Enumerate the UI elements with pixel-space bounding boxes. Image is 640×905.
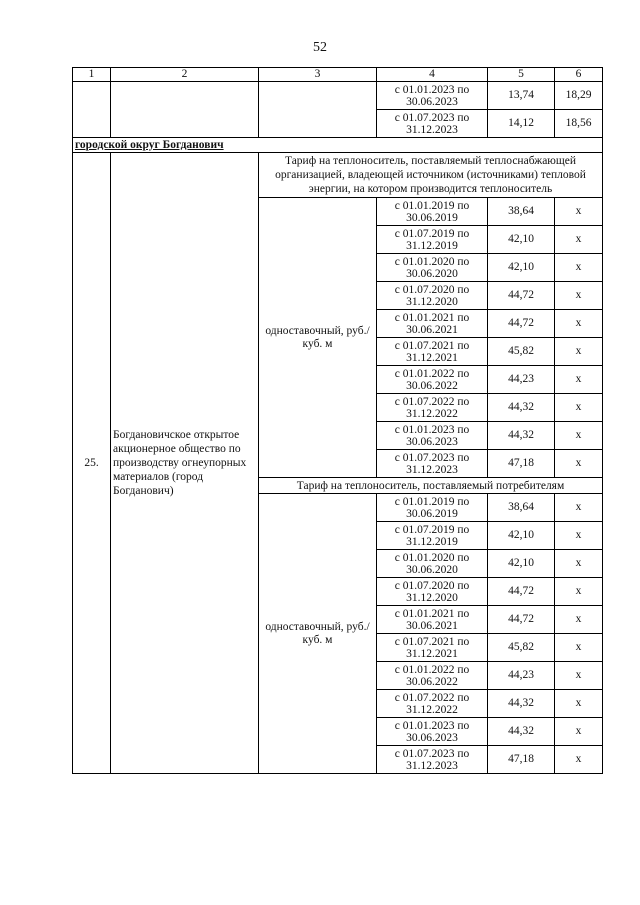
tariff-value-vat-cell: x	[555, 494, 603, 522]
empty-organization-cell	[111, 82, 259, 138]
tariff-value-cell: 44,72	[488, 310, 555, 338]
unit-cell: одноставочный, руб./куб. м	[259, 198, 377, 478]
empty-number-cell	[73, 82, 111, 138]
tariff-value-cell: 44,72	[488, 606, 555, 634]
column-number: 4	[377, 68, 488, 82]
tariff-value-cell: 44,23	[488, 662, 555, 690]
tariff-value-vat-cell: x	[555, 578, 603, 606]
entry-number: 25.	[73, 153, 111, 774]
period-cell: с 01.01.2023 по 30.06.2023	[377, 82, 488, 110]
tariff-value-vat-cell: x	[555, 522, 603, 550]
tariff-value-cell: 42,10	[488, 522, 555, 550]
period-cell: с 01.07.2021 по 31.12.2021	[377, 338, 488, 366]
table-row	[73, 82, 603, 110]
tariff-value-cell: 44,32	[488, 690, 555, 718]
period-cell: с 01.07.2023 по 31.12.2023	[377, 746, 488, 774]
period-cell: с 01.01.2023 по 30.06.2023	[377, 422, 488, 450]
period-cell: с 01.07.2023 по 31.12.2023	[377, 450, 488, 478]
tariff-value-cell: 44,32	[488, 422, 555, 450]
tariff-value-cell: 42,10	[488, 550, 555, 578]
tariff-value-cell: 47,18	[488, 746, 555, 774]
period-cell: с 01.01.2021 по 30.06.2021	[377, 606, 488, 634]
tariff-value-cell: 44,72	[488, 282, 555, 310]
page-number: 52	[313, 40, 327, 55]
tariff-value-vat-cell: x	[555, 606, 603, 634]
empty-unit-cell	[259, 82, 377, 138]
tariff-value-vat-cell: x	[555, 662, 603, 690]
tariff-value-cell: 45,82	[488, 338, 555, 366]
tariff-table	[72, 67, 603, 774]
tariff-value-vat-cell: x	[555, 338, 603, 366]
tariff-value-vat-cell: x	[555, 718, 603, 746]
tariff-value-vat-cell: x	[555, 634, 603, 662]
organization-name: Богдановичское открытое акционерное общество по производству огнеупорных материалов (город Богданович)	[111, 153, 259, 774]
tariff-value-cell: 44,23	[488, 366, 555, 394]
period-cell: с 01.07.2019 по 31.12.2019	[377, 522, 488, 550]
tariff-value-cell: 44,32	[488, 718, 555, 746]
period-cell: с 01.01.2022 по 30.06.2022	[377, 366, 488, 394]
tariff-value-cell: 42,10	[488, 254, 555, 282]
group-title-row	[73, 153, 603, 198]
tariff-value-cell: 47,18	[488, 450, 555, 478]
tariff-value-cell: 14,12	[488, 110, 555, 138]
unit-cell: одноставочный, руб./куб. м	[259, 494, 377, 774]
column-number-row	[73, 68, 603, 82]
column-number: 2	[111, 68, 259, 82]
tariff-value-vat-cell: 18,29	[555, 82, 603, 110]
period-cell: с 01.07.2023 по 31.12.2023	[377, 110, 488, 138]
tariff-value-cell: 38,64	[488, 494, 555, 522]
period-cell: с 01.07.2021 по 31.12.2021	[377, 634, 488, 662]
tariff-value-cell: 42,10	[488, 226, 555, 254]
tariff-value-vat-cell: x	[555, 550, 603, 578]
region-heading: городской округ Богданович	[73, 138, 603, 153]
period-cell: с 01.01.2021 по 30.06.2021	[377, 310, 488, 338]
tariff-value-cell: 38,64	[488, 198, 555, 226]
tariff-value-vat-cell: x	[555, 310, 603, 338]
region-row	[73, 138, 603, 153]
tariff-value-cell: 45,82	[488, 634, 555, 662]
tariff-value-vat-cell: x	[555, 254, 603, 282]
period-cell: с 01.01.2020 по 30.06.2020	[377, 254, 488, 282]
tariff-group-title: Тариф на теплоноситель, поставляемый потребителям	[259, 478, 603, 494]
period-cell: с 01.01.2023 по 30.06.2023	[377, 718, 488, 746]
period-cell: с 01.01.2019 по 30.06.2019	[377, 494, 488, 522]
tariff-value-vat-cell: x	[555, 422, 603, 450]
tariff-value-vat-cell: x	[555, 450, 603, 478]
tariff-value-cell: 44,72	[488, 578, 555, 606]
period-cell: с 01.01.2022 по 30.06.2022	[377, 662, 488, 690]
period-cell: с 01.07.2019 по 31.12.2019	[377, 226, 488, 254]
tariff-value-vat-cell: 18,56	[555, 110, 603, 138]
column-number: 5	[488, 68, 555, 82]
column-number: 6	[555, 68, 603, 82]
column-number: 3	[259, 68, 377, 82]
period-cell: с 01.07.2022 по 31.12.2022	[377, 690, 488, 718]
tariff-value-vat-cell: x	[555, 366, 603, 394]
tariff-value-cell: 13,74	[488, 82, 555, 110]
period-cell: с 01.07.2020 по 31.12.2020	[377, 282, 488, 310]
tariff-value-vat-cell: x	[555, 226, 603, 254]
period-cell: с 01.01.2019 по 30.06.2019	[377, 198, 488, 226]
period-cell: с 01.07.2020 по 31.12.2020	[377, 578, 488, 606]
tariff-value-vat-cell: x	[555, 198, 603, 226]
column-number: 1	[73, 68, 111, 82]
period-cell: с 01.07.2022 по 31.12.2022	[377, 394, 488, 422]
tariff-group-title: Тариф на теплоноситель, поставляемый теплоснабжающей организацией, владеющей источником (источниками) тепловой энергии, на котором производится теплоноситель	[259, 153, 603, 198]
tariff-value-vat-cell: x	[555, 394, 603, 422]
period-cell: с 01.01.2020 по 30.06.2020	[377, 550, 488, 578]
tariff-value-vat-cell: x	[555, 746, 603, 774]
tariff-value-vat-cell: x	[555, 690, 603, 718]
tariff-value-cell: 44,32	[488, 394, 555, 422]
tariff-value-vat-cell: x	[555, 282, 603, 310]
